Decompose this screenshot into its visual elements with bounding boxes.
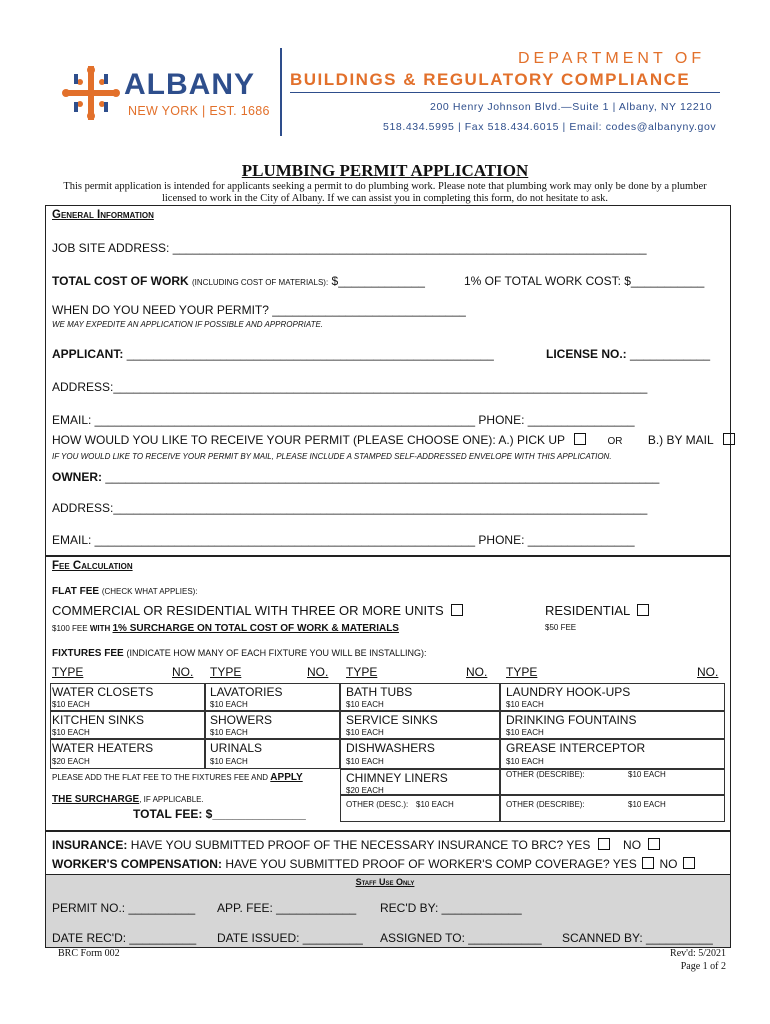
commercial-fee: $100 FEE — [52, 624, 88, 633]
total-cost-label: TOTAL COST OF WORK — [52, 274, 189, 288]
fixtures-fee-label: FIXTURES FEE — [52, 648, 124, 659]
col1-no-header: NO. — [172, 665, 194, 679]
if-applicable-text: , IF APPLICABLE. — [139, 795, 204, 804]
applicant-blank: _______________________________________________________ — [126, 347, 494, 361]
logo-subtitle: NEW YORK | EST. 1686 — [128, 104, 270, 118]
intro-text-2: licensed to work in the City of Albany. If we can assist you in completing this form, do not hesitate to ask. — [161, 193, 609, 204]
fixtures-fee-note: (INDICATE HOW MANY OF EACH FIXTURE YOU WILL BE INSTALLING): — [126, 648, 427, 658]
revision-date: Rev'd: 5/2021 — [670, 948, 726, 959]
scanned-by-field[interactable]: SCANNED BY: __________ — [562, 931, 713, 945]
date-issued-field[interactable]: DATE ISSUED: _________ — [217, 931, 363, 945]
fixture-name: CHIMNEY LINERS — [346, 771, 448, 785]
insurance-yes-checkbox[interactable] — [598, 838, 610, 850]
fixture-name: KITCHEN SINKS — [52, 713, 145, 727]
fixture-fee: $10 EACH — [52, 728, 90, 737]
total-fee-field[interactable]: TOTAL FEE: $______________ — [133, 807, 306, 821]
staff-use-heading: Staff Use Only — [355, 877, 415, 887]
surcharge-note: 1% SURCHARGE ON TOTAL COST OF WORK & MATERIALS — [112, 623, 399, 634]
flat-fee-label-row — [52, 586, 198, 597]
fixture-fee: $10 EACH — [210, 757, 248, 766]
page-title: PLUMBING PERMIT APPLICATION — [241, 161, 529, 180]
one-percent-field[interactable]: 1% OF TOTAL WORK COST: $___________ — [464, 274, 705, 288]
fixture-name: SHOWERS — [210, 713, 273, 727]
receive-permit-label: HOW WOULD YOU LIKE TO RECEIVE YOUR PERMIT (PLEASE CHOOSE ONE): A.) PICK UP — [52, 433, 565, 447]
fixture-name: DRINKING FOUNTAINS — [506, 713, 637, 727]
fixture-name: URINALS — [210, 741, 263, 755]
total-cost-note: (INCLUDING COST OF MATERIALS): — [192, 278, 329, 287]
residential-fee: $50 FEE — [545, 623, 577, 632]
total-cost-blank: $_____________ — [331, 274, 425, 288]
applicant-label: APPLICANT: — [52, 347, 124, 361]
page-number: Page 1 of 2 — [680, 961, 726, 972]
col2-no-header: NO. — [307, 665, 329, 679]
date-recd-field[interactable]: DATE REC'D: __________ — [52, 931, 197, 945]
owner-address-field[interactable]: ADDRESS:________________________________________________________________________________ — [52, 501, 648, 515]
apply-text: APPLY — [270, 772, 303, 783]
permit-no-field[interactable]: PERMIT NO.: __________ — [52, 901, 196, 915]
col3-other-label: OTHER (DESC.): — [346, 800, 409, 809]
fee-calc-heading: Fee Calculation — [52, 560, 133, 572]
fixture-fee: $10 EACH — [346, 757, 384, 766]
applicant-email-phone-field[interactable]: EMAIL: _________________________________________________________ PHONE: ________________ — [52, 413, 635, 427]
albany-logo — [60, 64, 280, 124]
col4-no-header: NO. — [697, 665, 719, 679]
license-field[interactable] — [546, 347, 710, 361]
col4-other-label: OTHER (DESCRIBE): — [506, 770, 585, 779]
col3-other-fee: $10 EACH — [416, 800, 454, 809]
insurance-no-label: NO — [623, 838, 642, 852]
by-mail-label: B.) BY MAIL — [647, 433, 714, 447]
applicant-field[interactable] — [52, 347, 494, 361]
insurance-question — [52, 838, 660, 852]
workers-comp-label: WORKER'S COMPENSATION: — [52, 857, 222, 871]
owner-label: OWNER: — [52, 470, 102, 484]
logo-name: ALBANY — [124, 68, 255, 101]
owner-email-phone-field[interactable]: EMAIL: _________________________________________________________ PHONE: ________________ — [52, 533, 635, 547]
applicant-address-field[interactable]: ADDRESS:________________________________________________________________________________ — [52, 380, 648, 394]
the-surcharge-text: THE SURCHARGE — [52, 794, 140, 805]
license-label: LICENSE NO.: — [546, 347, 627, 361]
job-site-field[interactable]: JOB SITE ADDRESS: _______________________________________________________________________ — [52, 241, 647, 255]
fixture-fee: $20 EACH — [346, 786, 384, 795]
fixture-name: GREASE INTERCEPTOR — [506, 741, 646, 755]
by-mail-checkbox[interactable] — [723, 433, 735, 445]
fixture-fee: $10 EACH — [52, 700, 90, 709]
fixture-name: LAUNDRY HOOK-UPS — [506, 685, 631, 699]
or-label: OR — [607, 436, 623, 447]
fixtures-label-row — [52, 648, 427, 659]
residential-label: RESIDENTIAL — [545, 603, 630, 618]
workers-comp-no-label: NO — [659, 857, 678, 871]
workers-comp-no-checkbox[interactable] — [683, 857, 695, 869]
col4-other-fee: $10 EACH — [628, 770, 666, 779]
residential-option[interactable] — [545, 603, 649, 618]
workers-comp-text: HAVE YOU SUBMITTED PROOF OF WORKER'S COMP COVERAGE? YES — [225, 857, 637, 871]
fixture-fee: $10 EACH — [346, 728, 384, 737]
residential-checkbox[interactable] — [637, 604, 649, 616]
col2-type-header: TYPE — [210, 665, 242, 679]
app-fee-field[interactable]: APP. FEE: ____________ — [217, 901, 357, 915]
workers-comp-yes-checkbox[interactable] — [642, 857, 654, 869]
surcharge-note-row — [52, 789, 204, 807]
expedite-note: WE MAY EXPEDITE AN APPLICATION IF POSSIBLE AND APPROPRIATE. — [52, 320, 324, 329]
commercial-option[interactable] — [52, 603, 463, 618]
fixture-fee: $10 EACH — [346, 700, 384, 709]
fixture-name: WATER HEATERS — [52, 741, 154, 755]
please-add-note — [52, 772, 303, 783]
commercial-fee-row — [52, 623, 399, 634]
col4-other2-label: OTHER (DESCRIBE): — [506, 800, 585, 809]
fixture-name: DISHWASHERS — [346, 741, 435, 755]
general-info-heading: General Information — [52, 209, 154, 221]
mail-note: IF YOU WOULD LIKE TO RECEIVE YOUR PERMIT BY MAIL, PLEASE INCLUDE A STAMPED SELF-ADDRESSED ENVELOPE WITH THIS APPLICATION. — [52, 452, 612, 461]
fixture-fee: $10 EACH — [506, 757, 544, 766]
fixture-name: LAVATORIES — [210, 685, 283, 699]
fixture-fee: $10 EACH — [506, 700, 544, 709]
assigned-to-field[interactable]: ASSIGNED TO: ___________ — [380, 931, 542, 945]
fixture-name: WATER CLOSETS — [52, 685, 154, 699]
col4-other2-fee: $10 EACH — [628, 800, 666, 809]
fixture-fee: $10 EACH — [210, 700, 248, 709]
col1-type-header: TYPE — [52, 665, 84, 679]
pickup-checkbox[interactable] — [574, 433, 586, 445]
with-label: WITH — [89, 624, 111, 633]
license-blank: ____________ — [630, 347, 711, 361]
flat-fee-note: (CHECK WHAT APPLIES): — [101, 587, 198, 596]
fixture-name: SERVICE SINKS — [346, 713, 438, 727]
insurance-label: INSURANCE: — [52, 838, 128, 852]
workers-comp-question — [52, 857, 695, 871]
header-rule — [290, 92, 720, 93]
form-number: BRC Form 002 — [58, 948, 120, 959]
intro-text-1: This permit application is intended for applicants seeking a permit to do plumbing work. Please note that plumbing work may only be done by a plumber — [63, 181, 707, 192]
owner-blank: ___________________________________________________________________________________ — [105, 470, 660, 484]
commercial-label: COMMERCIAL OR RESIDENTIAL WITH THREE OR MORE UNITS — [52, 603, 444, 618]
dept-line2: BUILDINGS & REGULATORY COMPLIANCE — [290, 70, 691, 89]
insurance-text: HAVE YOU SUBMITTED PROOF OF THE NECESSARY INSURANCE TO BRC? YES — [130, 838, 591, 852]
col3-type-header: TYPE — [346, 665, 378, 679]
flat-fee-label: FLAT FEE — [52, 586, 100, 597]
owner-field[interactable] — [52, 470, 659, 484]
col3-no-header: NO. — [466, 665, 488, 679]
when-needed-field[interactable]: WHEN DO YOU NEED YOUR PERMIT? _____________________________ — [52, 303, 466, 317]
fixture-fee: $20 EACH — [52, 757, 90, 766]
recd-by-field[interactable]: REC'D BY: ____________ — [380, 901, 522, 915]
total-cost-field[interactable] — [52, 274, 425, 288]
col4-type-header: TYPE — [506, 665, 538, 679]
dept-line1: DEPARTMENT OF — [518, 50, 706, 67]
receive-permit-question — [52, 433, 735, 447]
insurance-no-checkbox[interactable] — [648, 838, 660, 850]
dept-address: 200 Henry Johnson Blvd.—Suite 1 | Albany, NY 12210 — [430, 101, 713, 113]
albany-cross-icon — [60, 64, 124, 122]
please-add-text: PLEASE ADD THE FLAT FEE TO THE FIXTURES FEE AND — [52, 773, 269, 782]
dept-contact: 518.434.5995 | Fax 518.434.6015 | Email: codes@albanyny.gov — [383, 121, 717, 133]
fixture-name: BATH TUBS — [346, 685, 413, 699]
commercial-checkbox[interactable] — [451, 604, 463, 616]
fixture-fee: $10 EACH — [210, 728, 248, 737]
header-divider — [280, 48, 282, 136]
fixture-fee: $10 EACH — [506, 728, 544, 737]
